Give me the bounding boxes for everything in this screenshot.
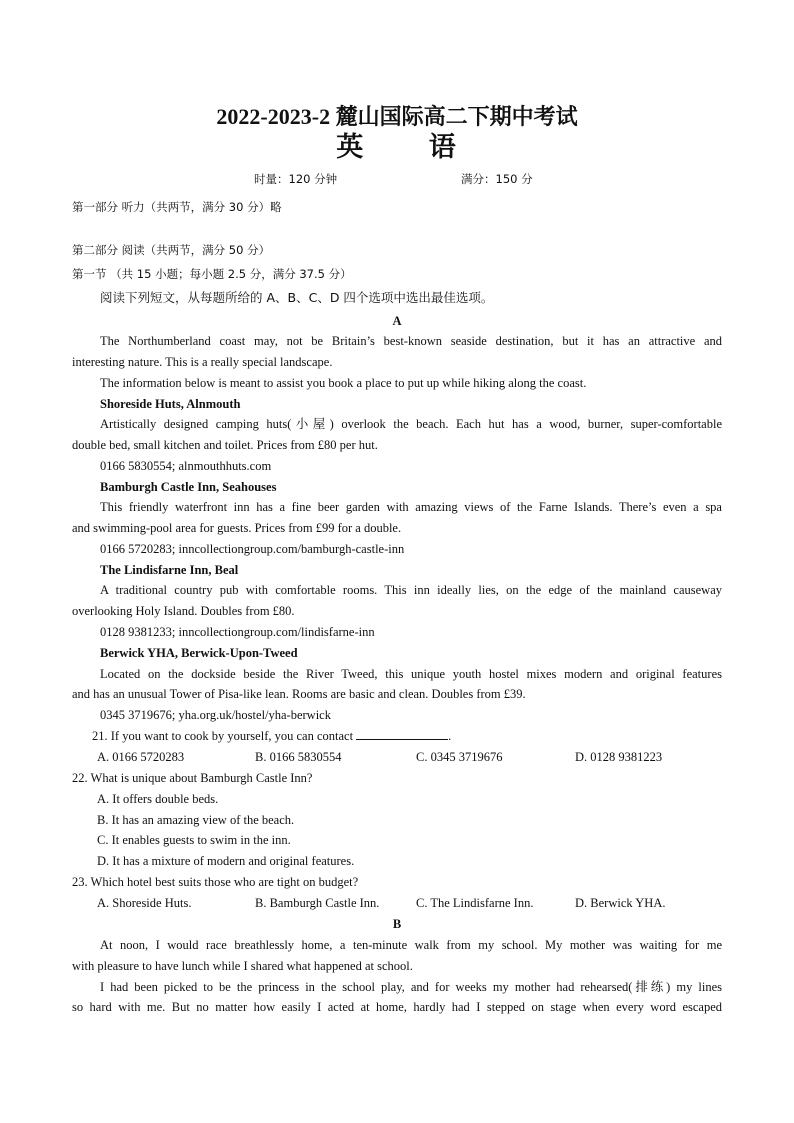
question-21 [92,728,451,744]
hotel-4-contact: 0345 3719676; yha.org.uk/hostel/yha-berwick [100,708,331,722]
answer-blank [356,728,448,740]
hotel-4-desc-line-1: Located on the dockside beside the River Tweed, this unique youth hostel mixes modern and original features [100,667,722,681]
q21-option-b: B. 0166 5830554 [255,750,342,764]
hotel-3-desc-line-1: A traditional country pub with comfortable rooms. This inn ideally lies, on the edge of the mainland causeway [100,583,722,597]
hotel-1-desc-line-2: double bed, small kitchen and toilet. Prices from £80 per hut. [72,438,378,452]
passage-a-intro-line-2: interesting nature. This is a really special landscape. [72,355,333,369]
question-22: 22. What is unique about Bamburgh Castle Inn? [72,771,313,785]
hotel-3-name: The Lindisfarne Inn, Beal [100,563,239,577]
q23-option-d: D. Berwick YHA. [575,896,666,910]
section1-heading: 第一节 （共 15 小题；每小题 2.5 分，满分 37.5 分） [72,267,352,281]
hotel-4-desc-line-2: and has an unusual Tower of Pisa-like lean. Rooms are basic and clean. Doubles from £39. [72,687,526,701]
passage-b-p2-line-2: so hard with me. But no matter how easily I acted at home, hardly had I stepped on stage when every word escaped [72,1000,722,1014]
passage-b-p2-line-1: I had been picked to be the princess in the school play, and for weeks my mother had rehearsed(排练) my lines [100,980,722,994]
passage-a-label: A [392,314,402,328]
subject-char-right: 语 [428,132,458,162]
hotel-1-contact: 0166 5830554; alnmouthhuts.com [100,459,272,473]
question-21-stem: 21. If you want to cook by yourself, you can contact [92,729,354,743]
hotel-2-name: Bamburgh Castle Inn, Seahouses [100,480,277,494]
passage-b-label: B [392,917,402,931]
q22-option-b: B. It has an amazing view of the beach. [97,813,295,827]
hotel-3-desc-line-2: overlooking Holy Island. Doubles from £80. [72,604,295,618]
question-23: 23. Which hotel best suits those who are tight on budget? [72,875,359,889]
q22-option-d: D. It has a mixture of modern and original features. [97,854,355,868]
part2-heading: 第二部分 阅读（共两节，满分 50 分） [72,243,271,257]
question-21-end: . [448,729,452,743]
exam-time: 时量：120 分钟 [254,172,338,186]
instruction: 阅读下列短文，从每题所给的 A、B、C、D 四个选项中选出最佳选项。 [100,290,494,305]
passage-a-info: The information below is meant to assist you book a place to put up while hiking along the coast. [100,376,587,390]
hotel-3-contact: 0128 9381233; inncollectiongroup.com/lindisfarne-inn [100,625,375,639]
hotel-2-contact: 0166 5720283; inncollectiongroup.com/bamburgh-castle-inn [100,542,405,556]
subject-title [0,131,794,163]
hotel-4-name: Berwick YHA, Berwick-Upon-Tweed [100,646,298,660]
passage-b-p1-line-2: with pleasure to have lunch while I shared what happened at school. [72,959,413,973]
hotel-1-desc-line-1: Artistically designed camping huts(小屋) overlook the beach. Each hut has a wood, burner, super-comfortable [100,417,722,431]
q21-option-d: D. 0128 9381223 [575,750,663,764]
q21-option-c: C. 0345 3719676 [416,750,503,764]
q21-option-a: A. 0166 5720283 [97,750,185,764]
exam-score: 满分：150 分 [461,172,533,186]
exam-title: 2022-2023-2 麓山国际高二下期中考试 [216,104,578,129]
passage-a-intro-line-1: The Northumberland coast may, not be Britain’s best-known seaside destination, but it has an attractive and [100,334,722,348]
q22-option-a: A. It offers double beds. [97,792,219,806]
part1-heading: 第一部分 听力（共两节，满分 30 分）略 [72,200,282,214]
q23-option-c: C. The Lindisfarne Inn. [416,896,534,910]
q23-option-a: A. Shoreside Huts. [97,896,192,910]
subject-char-left: 英 [336,132,366,162]
q22-option-c: C. It enables guests to swim in the inn. [97,833,291,847]
hotel-2-desc-line-2: and swimming-pool area for guests. Prices from £99 for a double. [72,521,402,535]
passage-b-p1-line-1: At noon, I would race breathlessly home, a ten-minute walk from my school. My mother was waiting for me [100,938,722,952]
q23-option-b: B. Bamburgh Castle Inn. [255,896,380,910]
hotel-2-desc-line-1: This friendly waterfront inn has a fine beer garden with amazing views of the Farne Islands. There’s even a spa [100,500,722,514]
hotel-1-name: Shoreside Huts, Alnmouth [100,397,241,411]
